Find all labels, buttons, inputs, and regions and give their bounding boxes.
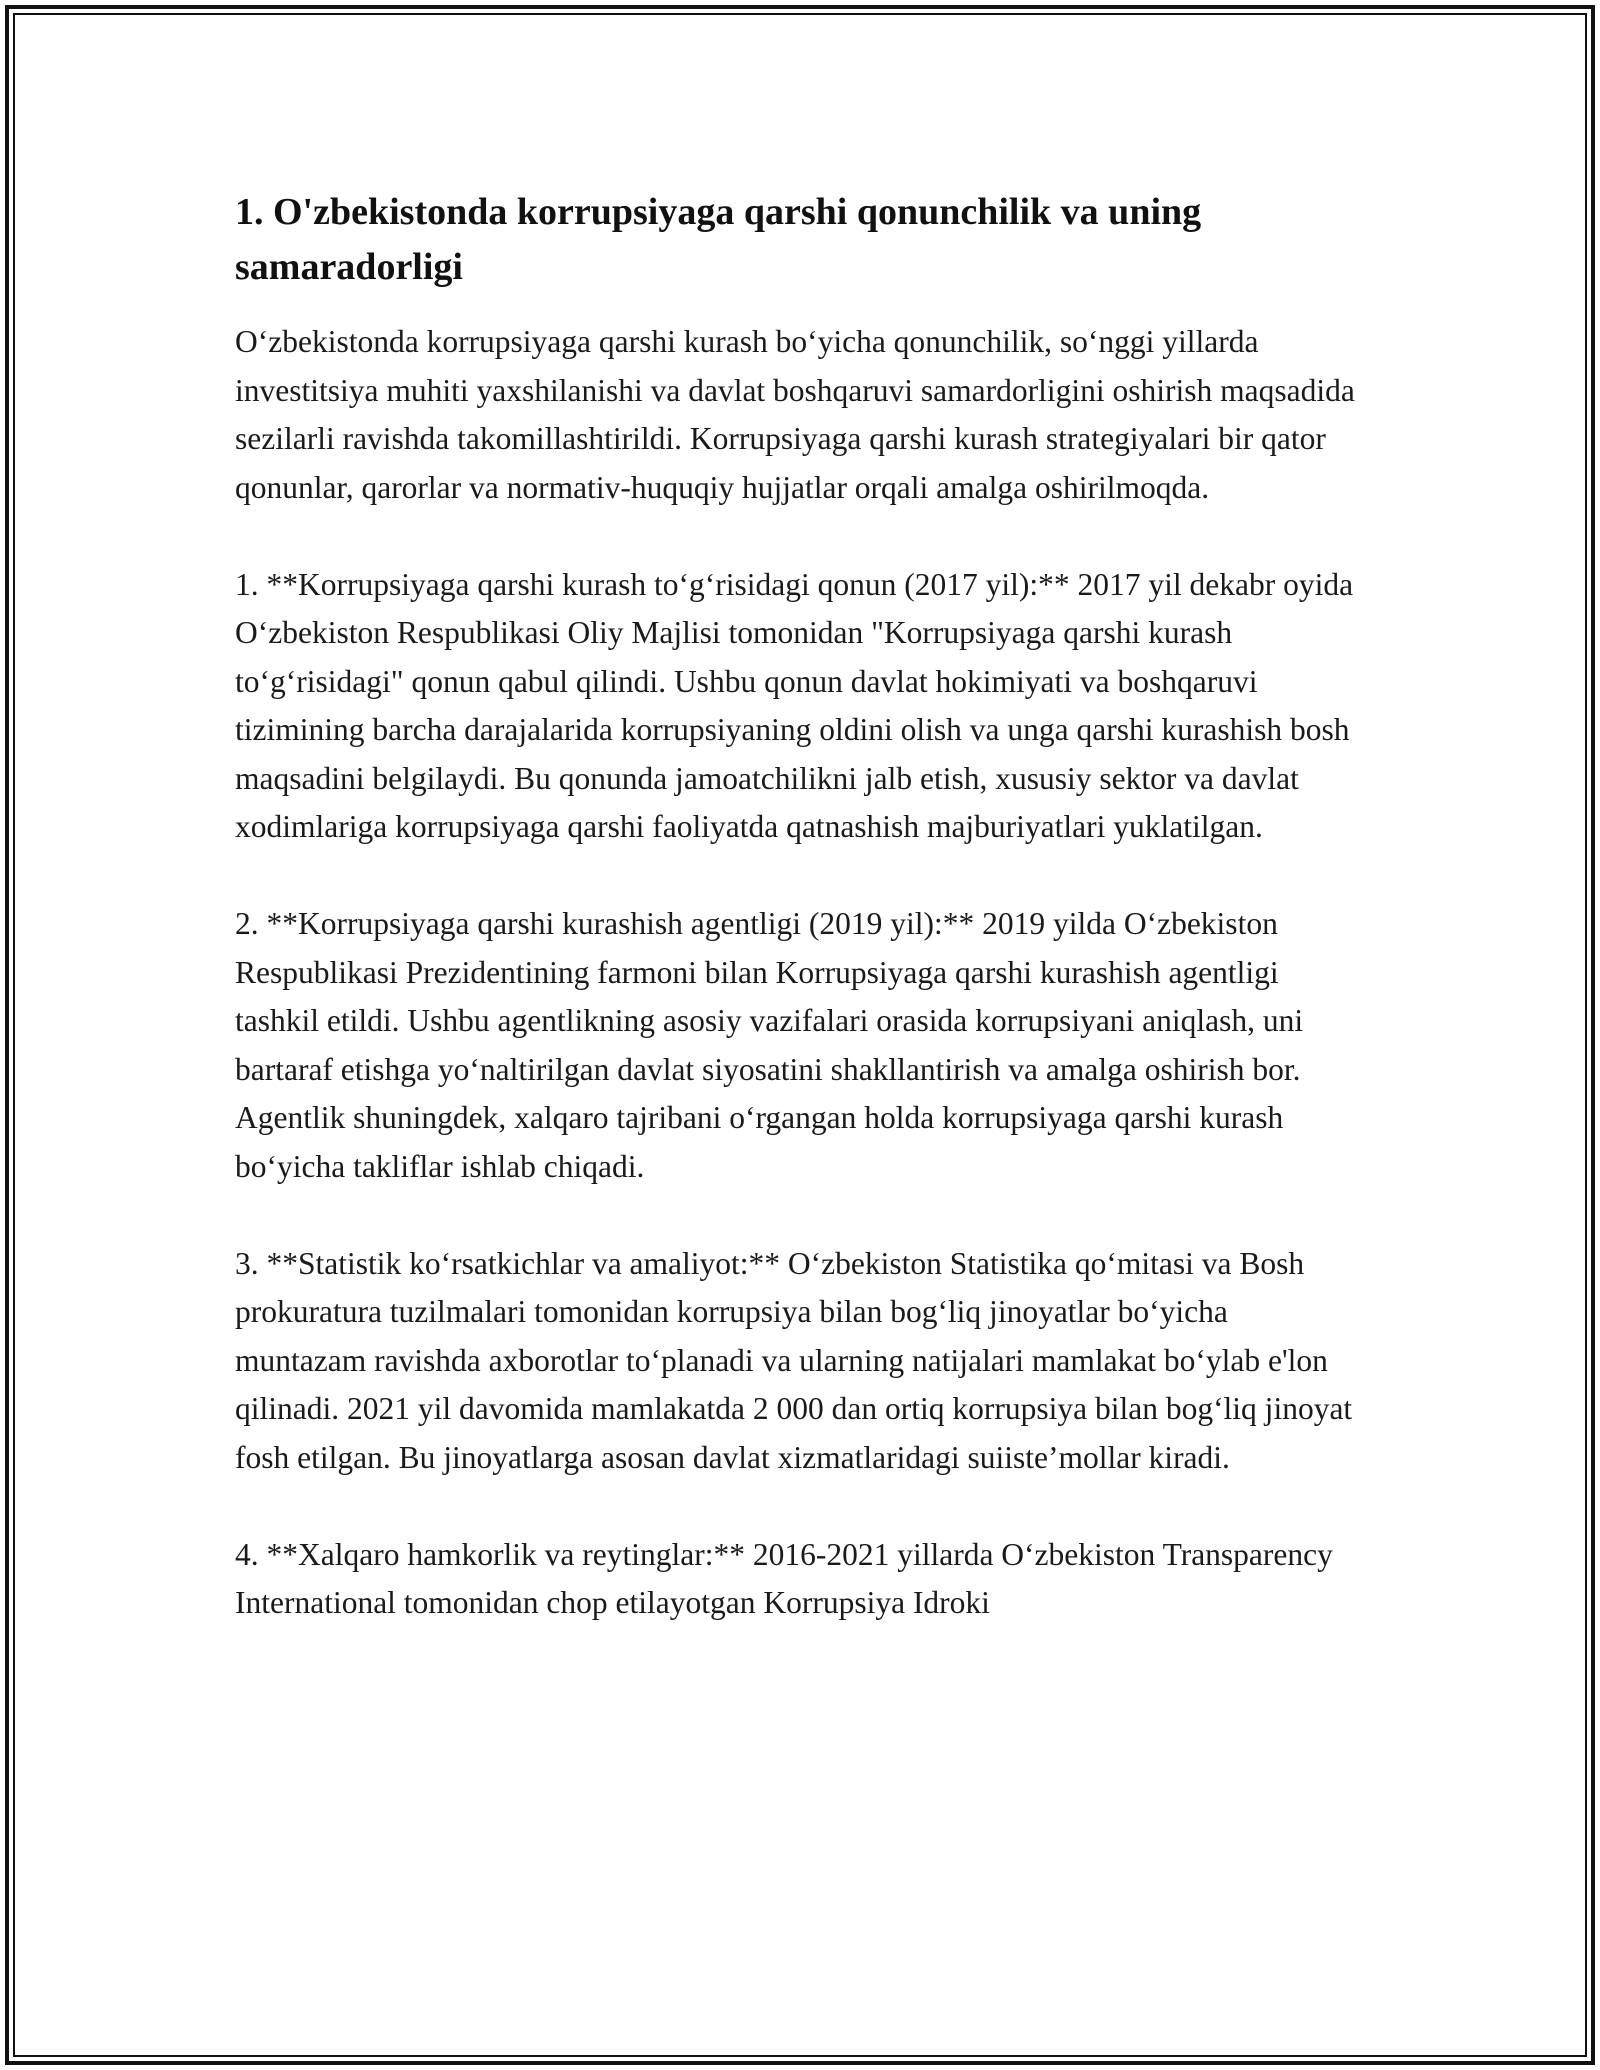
document-body	[235, 185, 1365, 1628]
list-item-agency-2019: 2. **Korrupsiyaga qarshi kurashish agentligi (2019 yil):** 2019 yilda O‘zbekiston Respublikasi Prezidentining farmoni bilan Korrupsiyaga qarshi kurashish agentligi tashkil etildi. Ushbu agentlikning asosiy vazifalari orasida korrupsiyani aniqlash, uni bartaraf etishga yo‘naltirilgan davlat siyosatini shakllantirish va amalga oshirish bor. Agentlik shuningdek, xalqaro tajribani o‘rgangan holda korrupsiyaga qarshi kurash bo‘yicha takliflar ishlab chiqadi.	[235, 906, 1304, 1184]
list-item-statistics: 3. **Statistik ko‘rsatkichlar va amaliyot:** O‘zbekiston Statistika qo‘mitasi va Bosh prokuratura tuzilmalari tomonidan korrupsiya bilan bog‘liq jinoyatlar bo‘yicha muntazam ravishda axborotlar to‘planadi va ularning natijalari mamlakat bo‘ylab e'lon qilinadi. 2021 yil davomida mamlakatda 2 000 dan ortiq korrupsiya bilan bog‘liq jinoyat fosh etilgan. Bu jinoyatlarga asosan davlat xizmatlaridagi suiiste’mollar kiradi.	[235, 1245, 1353, 1475]
section-title: 1. O'zbekistonda korrupsiyaga qarshi qonunchilik va uning samaradorligi	[235, 191, 1202, 288]
list-item-international: 4. **Xalqaro hamkorlik va reytinglar:** 2016-2021 yillarda O‘zbekiston Transparency International tomonidan chop etilayotgan Korrupsiya Idroki	[235, 1536, 1333, 1620]
intro-paragraph: O‘zbekistonda korrupsiyaga qarshi kurash bo‘yicha qonunchilik, so‘nggi yillarda investitsiya muhiti yaxshilanishi va davlat boshqaruvi samardorligini oshirish maqsadida sezilarli ravishda takomillashtirildi. Korrupsiyaga qarshi kurash strategiyalari bir qator qonunlar, qarorlar va normativ-huquqiy hujjatlar orqali amalga oshirilmoqda.	[235, 324, 1355, 505]
list-item-law-2017: 1. **Korrupsiyaga qarshi kurash to‘g‘risidagi qonun (2017 yil):** 2017 yil dekabr oyida O‘zbekiston Respublikasi Oliy Majlisi tomonidan "Korrupsiyaga qarshi kurash to‘g‘risidagi" qonun qabul qilindi. Ushbu qonun davlat hokimiyati va boshqaruvi tizimining barcha darajalarida korrupsiyaning oldini olish va unga qarshi kurashish bosh maqsadini belgilaydi. Bu qonunda jamoatchilikni jalb etish, xususiy sektor va davlat xodimlariga korrupsiyaga qarshi faoliyatda qatnashish majburiyatlari yuklatilgan.	[235, 566, 1354, 844]
